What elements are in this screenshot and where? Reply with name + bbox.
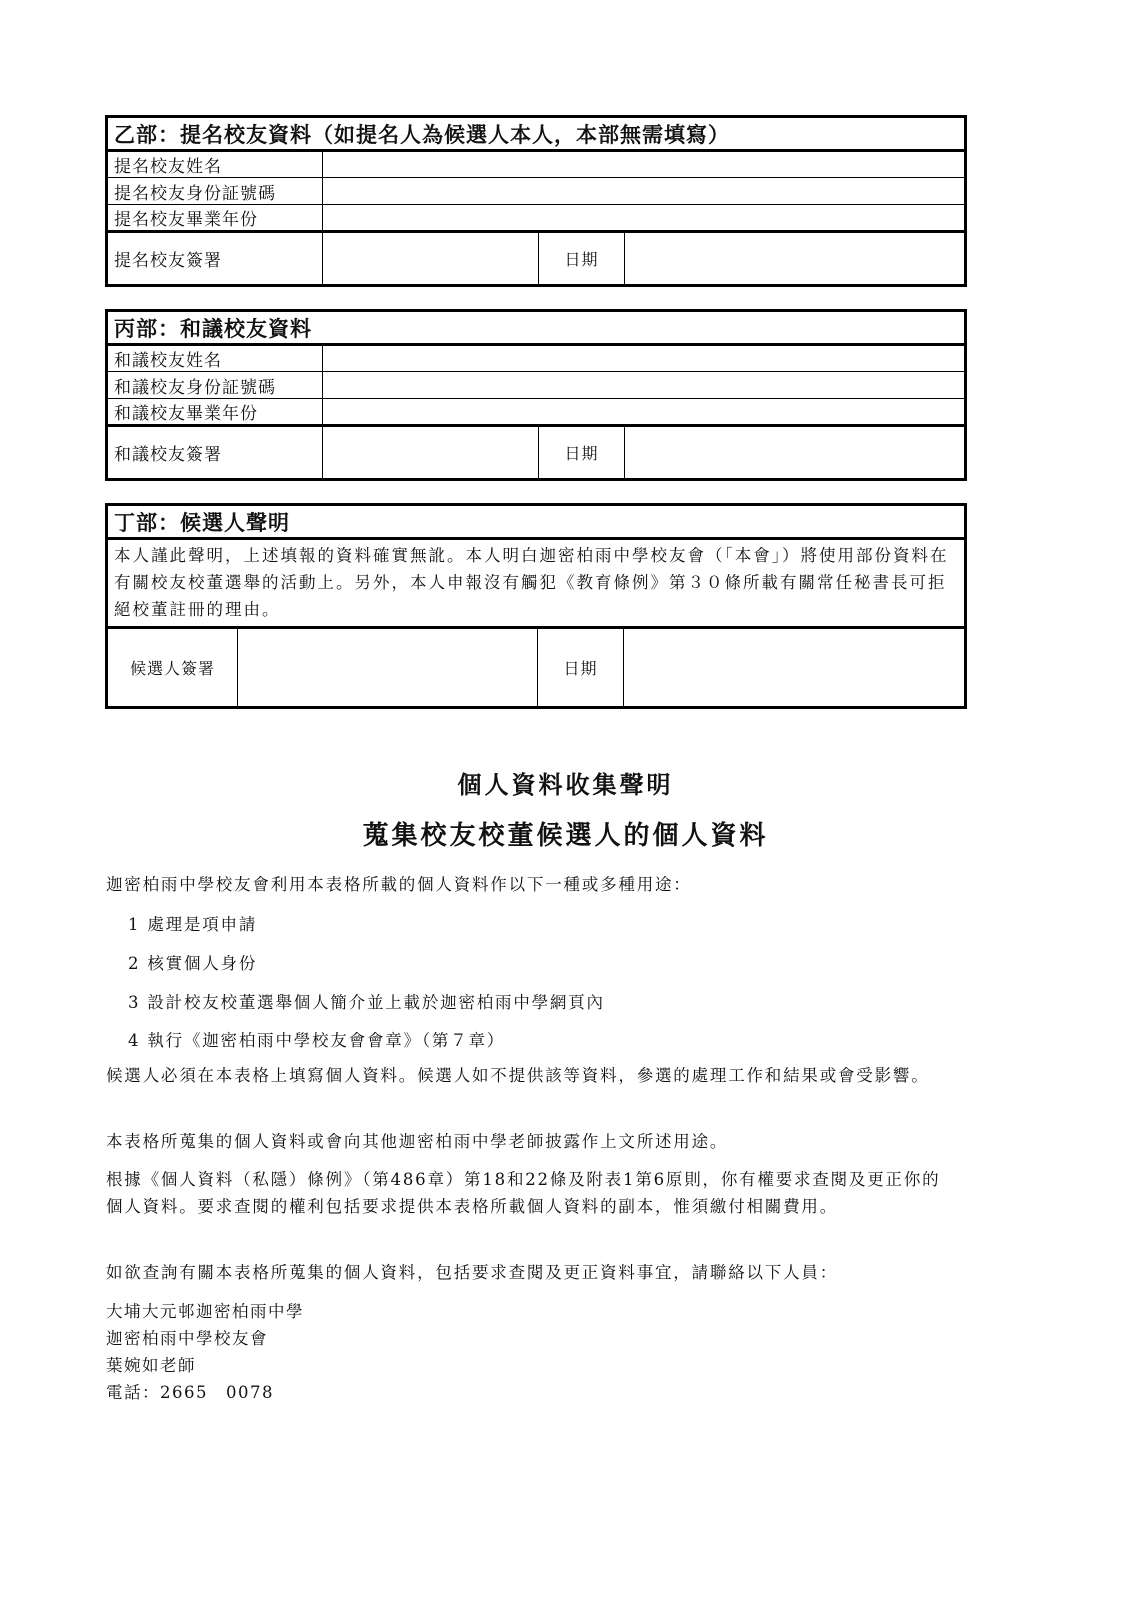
contact-organization: 迦密柏雨中學校友會 (106, 1329, 268, 1348)
nominator-name-field[interactable] (323, 151, 966, 178)
candidate-signature-label: 候選人簽署 (107, 628, 238, 708)
purpose-item: 3 設計校友校董選舉個人簡介並上載於迦密柏雨中學網頁內 (128, 993, 605, 1012)
seconder-name-label: 和議校友姓名 (107, 345, 323, 372)
candidate-signature-field[interactable] (238, 628, 538, 708)
nominator-signature-label: 提名校友簽署 (107, 232, 323, 286)
seconder-signature-label: 和議校友簽署 (107, 426, 323, 480)
seconder-grad-year-field[interactable] (323, 399, 966, 426)
seconder-id-field[interactable] (323, 372, 966, 399)
purpose-item: 4 執行《迦密柏雨中學校友會會章》（第７章） (128, 1031, 506, 1050)
candidate-declaration-text: 本人謹此聲明，上述填報的資料確實無訛。本人明白迦密柏雨中學校友會（「本會」）將使用部份資料在有關校友校董選舉的活動上。另外，本人申報沒有觸犯《教育條例》第３０條所載有關常任秘書長可拒絕校董註冊的理由。 (107, 539, 966, 628)
nominator-date-label: 日期 (539, 232, 625, 286)
nominator-grad-year-label: 提名校友畢業年份 (107, 205, 323, 232)
seconder-signature-field[interactable] (323, 426, 539, 480)
nominator-id-label: 提名校友身份証號碼 (107, 178, 323, 205)
purpose-item: 2 核實個人身份 (128, 954, 258, 973)
candidate-date-field[interactable] (624, 628, 966, 708)
nominator-date-field[interactable] (625, 232, 966, 286)
section-b-title: 乙部：提名校友資料（如提名人為候選人本人，本部無需填寫） (107, 117, 966, 151)
nominator-grad-year-field[interactable] (323, 205, 966, 232)
section-c-seconder-table (105, 309, 967, 481)
section-d-title: 丁部：候選人聲明 (107, 505, 966, 539)
nominator-id-field[interactable] (323, 178, 966, 205)
section-b-nominator-table (105, 115, 967, 287)
contact-school-address: 大埔大元邨迦密柏雨中學 (106, 1302, 304, 1321)
notice-paragraph-enquiry: 如欲查詢有關本表格所蒐集的個人資料，包括要求查閱及更正資料事宜，請聯絡以下人員： (106, 1263, 838, 1282)
nominator-signature-field[interactable] (323, 232, 539, 286)
notice-paragraph-disclosure: 本表格所蒐集的個人資料或會向其他迦密柏雨中學老師披露作上文所述用途。 (106, 1132, 729, 1151)
contact-phone: 電話：2665 0078 (106, 1383, 274, 1402)
notice-paragraph-rights: 根據《個人資料（私隱）條例》（第486章）第18和22條及附表1第6原則，你有權要求查閱及更正你的個人資料。要求查閱的權利包括要求提供本表格所載個人資料的副本，惟須繳付相關費用。 (106, 1170, 941, 1216)
seconder-grad-year-label: 和議校友畢業年份 (107, 399, 323, 426)
seconder-date-field[interactable] (625, 426, 966, 480)
purpose-item: 1 處理是項申請 (128, 915, 258, 934)
section-c-title: 丙部：和議校友資料 (107, 311, 966, 345)
seconder-id-label: 和議校友身份証號碼 (107, 372, 323, 399)
contact-person: 葉婉如老師 (106, 1356, 196, 1375)
section-d-declaration-table (105, 503, 967, 709)
notice-subtitle: 蒐集校友校董候選人的個人資料 (362, 821, 769, 851)
candidate-date-label: 日期 (538, 628, 624, 708)
seconder-date-label: 日期 (539, 426, 625, 480)
notice-intro: 迦密柏雨中學校友會利用本表格所載的個人資料作以下一種或多種用途： (106, 875, 692, 894)
seconder-name-field[interactable] (323, 345, 966, 372)
notice-title: 個人資料收集聲明 (457, 770, 674, 799)
notice-paragraph-mandatory: 候選人必須在本表格上填寫個人資料。候選人如不提供該等資料，參選的處理工作和結果或會受影響。 (106, 1066, 930, 1085)
nominator-name-label: 提名校友姓名 (107, 151, 323, 178)
